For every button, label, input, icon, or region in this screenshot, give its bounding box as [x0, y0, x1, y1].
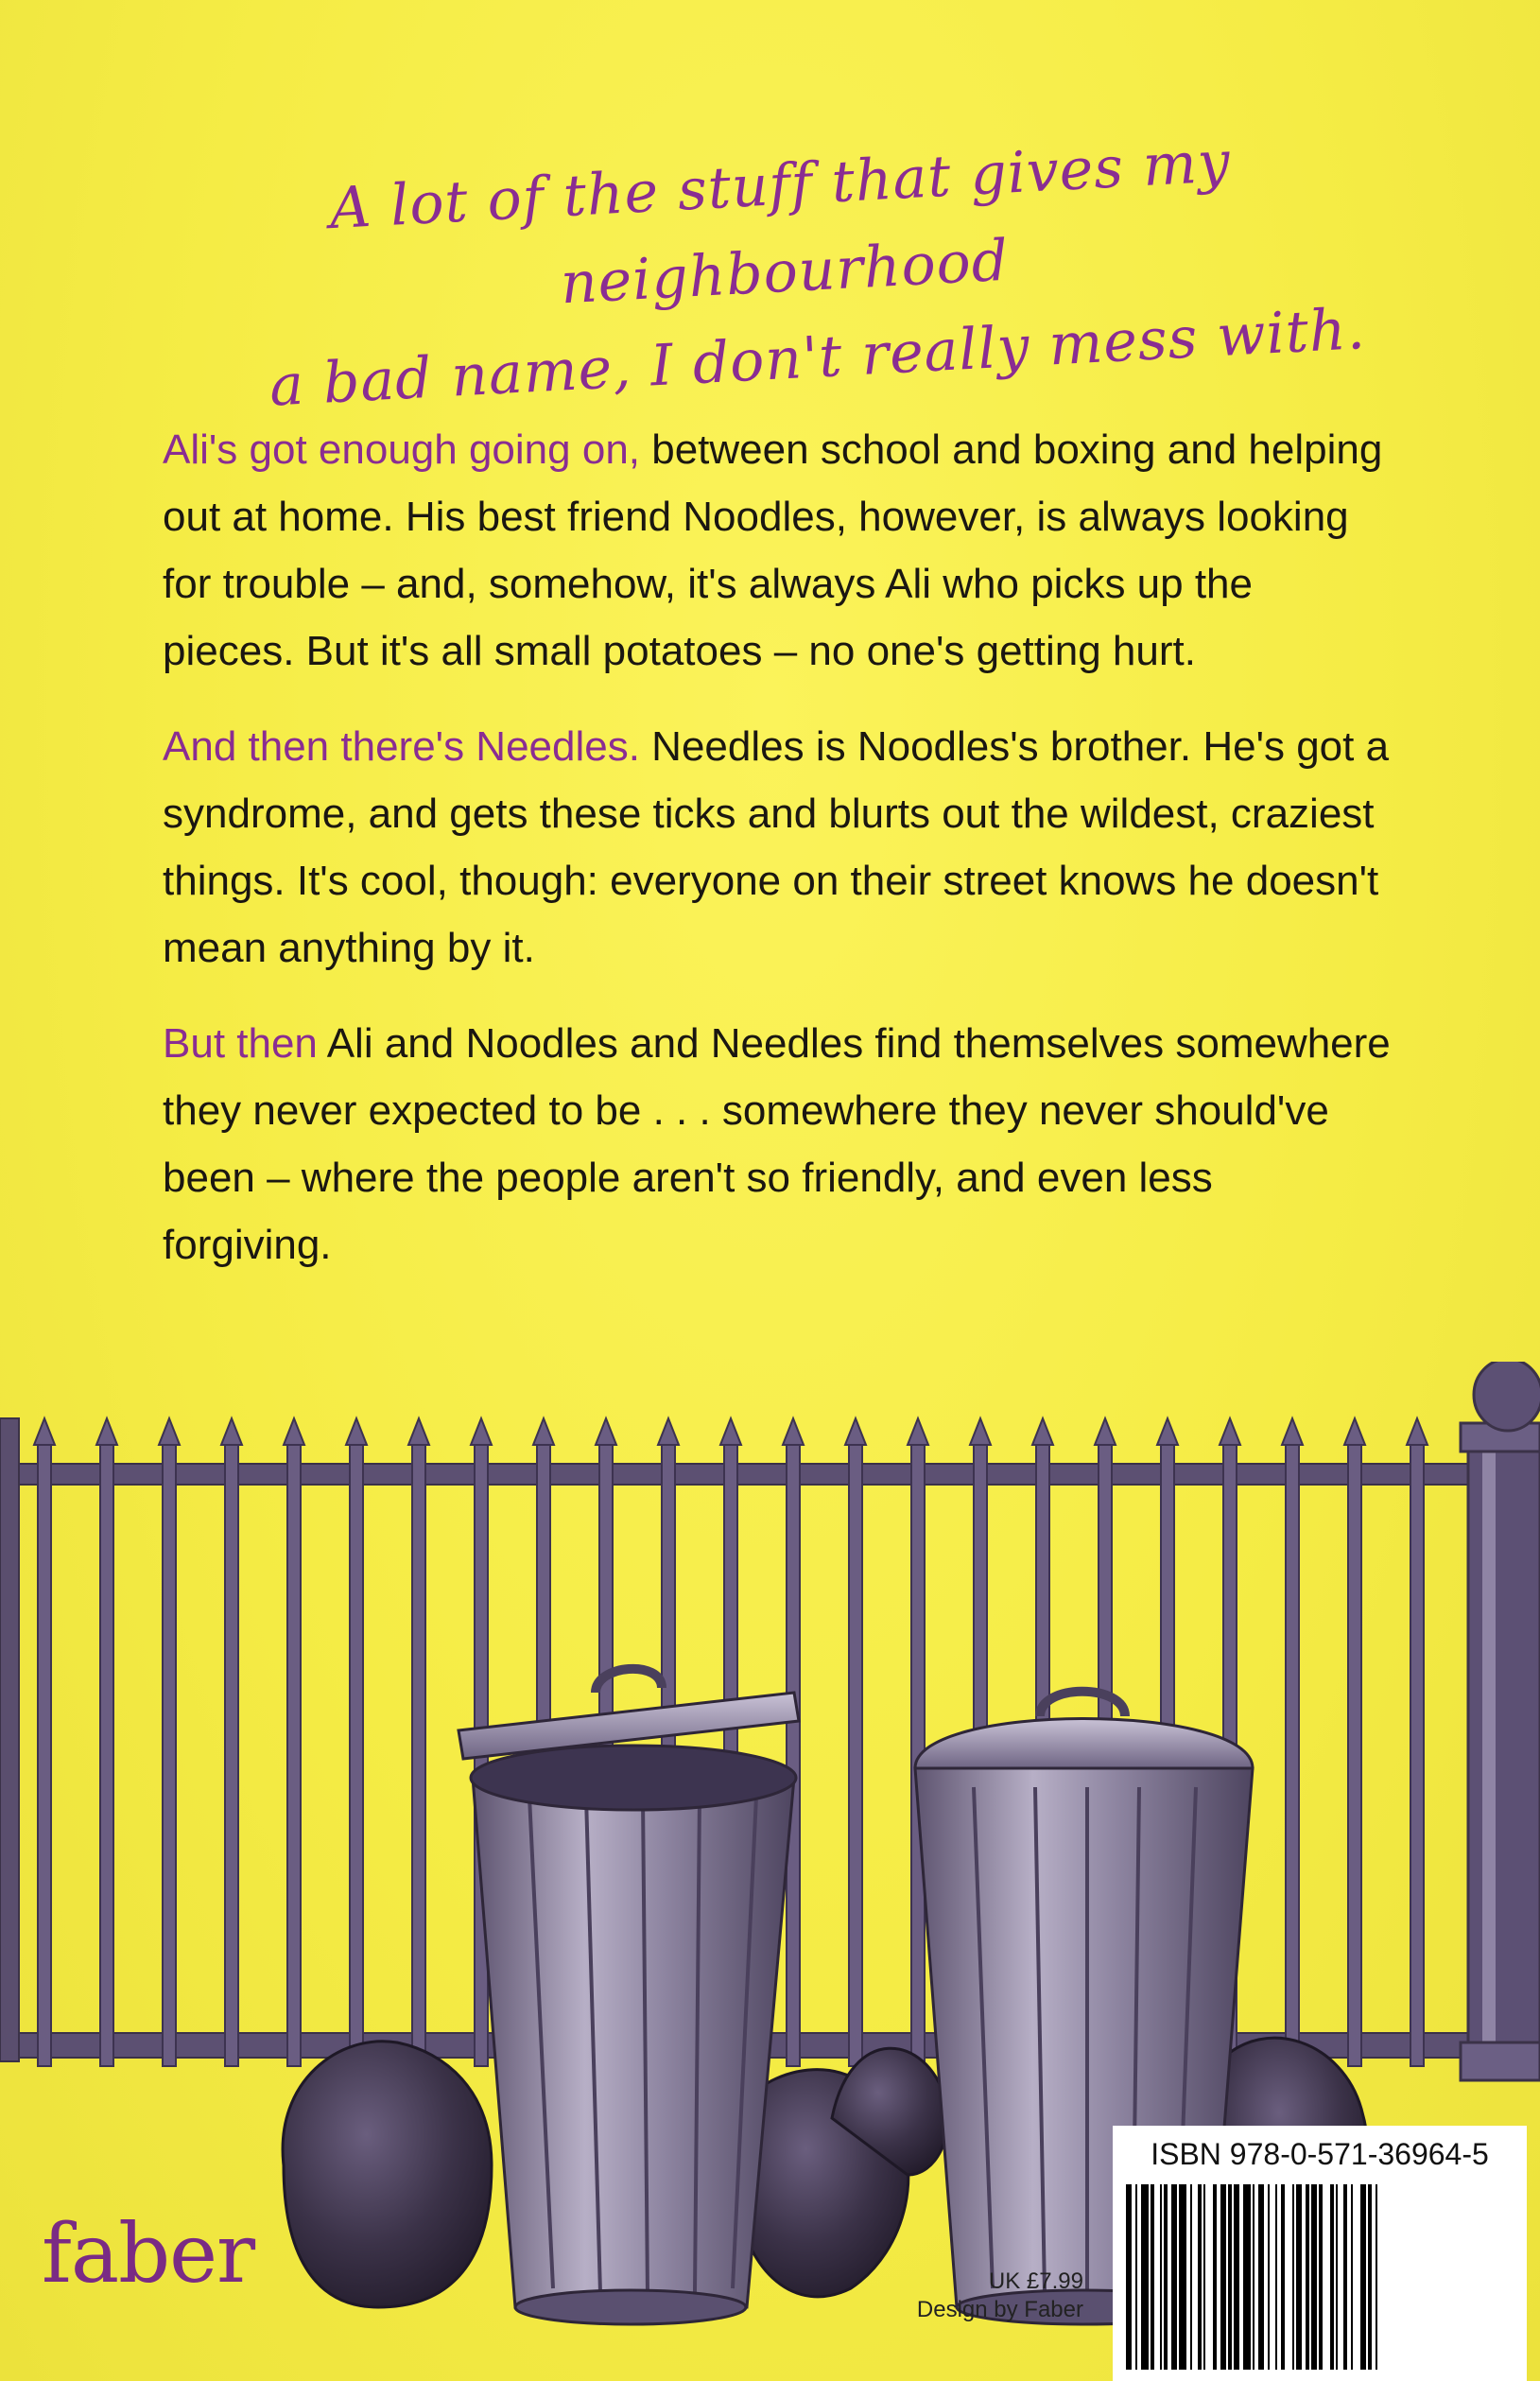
quote-line-1: A lot of the stuff that gives my neighbourhood [327, 129, 1233, 318]
railing-spike [845, 1418, 866, 1445]
railing-spike [1344, 1418, 1365, 1445]
barcode-bar [1151, 2184, 1154, 2370]
railing-spike [284, 1418, 304, 1445]
railing-bar [225, 1442, 238, 2066]
railing-spike [1220, 1418, 1240, 1445]
blurb-body-2: Needles is Noodles's brother. He's got a syndrome, and gets these ticks and blurts out the wildest, craziest things. It's cool, though: everyone on their street knows he doesn't mean anything by it. [163, 723, 1390, 971]
barcode-bar [1141, 2184, 1149, 2370]
barcode-bar [1190, 2184, 1192, 2370]
barcode-icon [1122, 2184, 1517, 2373]
barcode-panel [1113, 2126, 1527, 2381]
railing-bar [287, 1442, 301, 2066]
price-label: UK £7.99 [988, 2268, 1083, 2294]
barcode-bar [1198, 2184, 1202, 2370]
barcode-bar [1296, 2184, 1302, 2370]
blurb-text [163, 416, 1392, 1307]
railing-spike [1282, 1418, 1303, 1445]
barcode-bar [1292, 2184, 1294, 2370]
price-and-credit [822, 2268, 1083, 2324]
barcode-bar [1171, 2184, 1177, 2370]
barcode-bar [1306, 2184, 1309, 2370]
barcode-bar [1336, 2184, 1338, 2370]
barcode-bar [1135, 2184, 1137, 2370]
railing-spike [221, 1418, 242, 1445]
railing-bar [1410, 1442, 1424, 2066]
blurb-paragraph-2 [163, 713, 1392, 982]
railing-bar [412, 1442, 425, 2066]
left-post [0, 1418, 19, 2061]
barcode-bar [1179, 2184, 1186, 2370]
blurb-paragraph-1 [163, 416, 1392, 685]
railing-spike [1095, 1418, 1116, 1445]
barcode-bar [1243, 2184, 1251, 2370]
barcode-bar [1343, 2184, 1347, 2370]
handwritten-quote [136, 109, 1434, 437]
railing-spike [346, 1418, 367, 1445]
railing-bar [1348, 1442, 1361, 2066]
railing-spike [783, 1418, 804, 1445]
barcode-bar [1330, 2184, 1334, 2370]
blurb-lead-1: Ali's got enough going on, [163, 426, 641, 473]
isbn-label: ISBN 978-0-571-36964-5 [1151, 2137, 1489, 2171]
blurb-lead-3: But then [163, 1020, 318, 1067]
barcode-bar [1160, 2184, 1162, 2370]
barcode-bar [1228, 2184, 1232, 2370]
design-credit: Design by Faber [916, 2297, 1083, 2322]
barcode-bar [1203, 2184, 1205, 2370]
blurb-body-3: Ali and Noodles and Needles find themselves somewhere they never expected to be . . . somewhere they never should've been – where the people aren't so friendly, and even less forgiving. [163, 1020, 1391, 1268]
railing-spike [1157, 1418, 1178, 1445]
railing-spike [34, 1418, 55, 1445]
barcode-bar [1360, 2184, 1366, 2370]
blurb-body-1: between school and boxing and helping out at home. His best friend Noodles, however, is always looking for trouble – and, somehow, it's always Ali who picks up the pieces. But it's all small potatoes – no one's getting hurt. [163, 426, 1383, 674]
railing-spike [1407, 1418, 1428, 1445]
barcode-bar [1258, 2184, 1264, 2370]
railing-spike [533, 1418, 554, 1445]
railing-spike [658, 1418, 679, 1445]
barcode-bar [1126, 2184, 1132, 2370]
railing-bar [849, 1442, 862, 2066]
barcode-bar [1281, 2184, 1285, 2370]
barcode-bar [1268, 2184, 1270, 2370]
railing-spike [970, 1418, 991, 1445]
barcode-bar [1368, 2184, 1372, 2370]
barcode-bar [1234, 2184, 1239, 2370]
blurb-paragraph-3 [163, 1010, 1392, 1278]
railing-spike [1032, 1418, 1053, 1445]
railing-spike [596, 1418, 616, 1445]
barcode-bar [1220, 2184, 1226, 2370]
left-dustbin [459, 1669, 799, 2324]
railing-spike [96, 1418, 117, 1445]
railing-bar [350, 1442, 363, 2066]
barcode-bar [1275, 2184, 1277, 2370]
barcode-bar [1351, 2184, 1353, 2370]
barcode-bar [1213, 2184, 1217, 2370]
barcode-bar [1376, 2184, 1377, 2370]
railing-spike [159, 1418, 180, 1445]
blurb-lead-2: And then there's Needles. [163, 723, 640, 770]
railing-spike [408, 1418, 429, 1445]
railing-spike [471, 1418, 492, 1445]
faber-logo: faber [42, 2207, 255, 2302]
right-post [1461, 1362, 1540, 2080]
railing-bar [787, 1442, 800, 2066]
railing-bar [38, 1442, 51, 2066]
railing-bar [100, 1442, 113, 2066]
quote-line-2: a bad name, I don't really mess with. [268, 295, 1368, 420]
railing-spike [720, 1418, 741, 1445]
barcode-bar [1253, 2184, 1254, 2370]
barcode-bar [1319, 2184, 1323, 2370]
barcode-bar [1164, 2184, 1168, 2370]
railing-bar [163, 1442, 176, 2066]
barcode-bar [1311, 2184, 1317, 2370]
railing-spike [908, 1418, 928, 1445]
railing-bar [1286, 1442, 1299, 2066]
